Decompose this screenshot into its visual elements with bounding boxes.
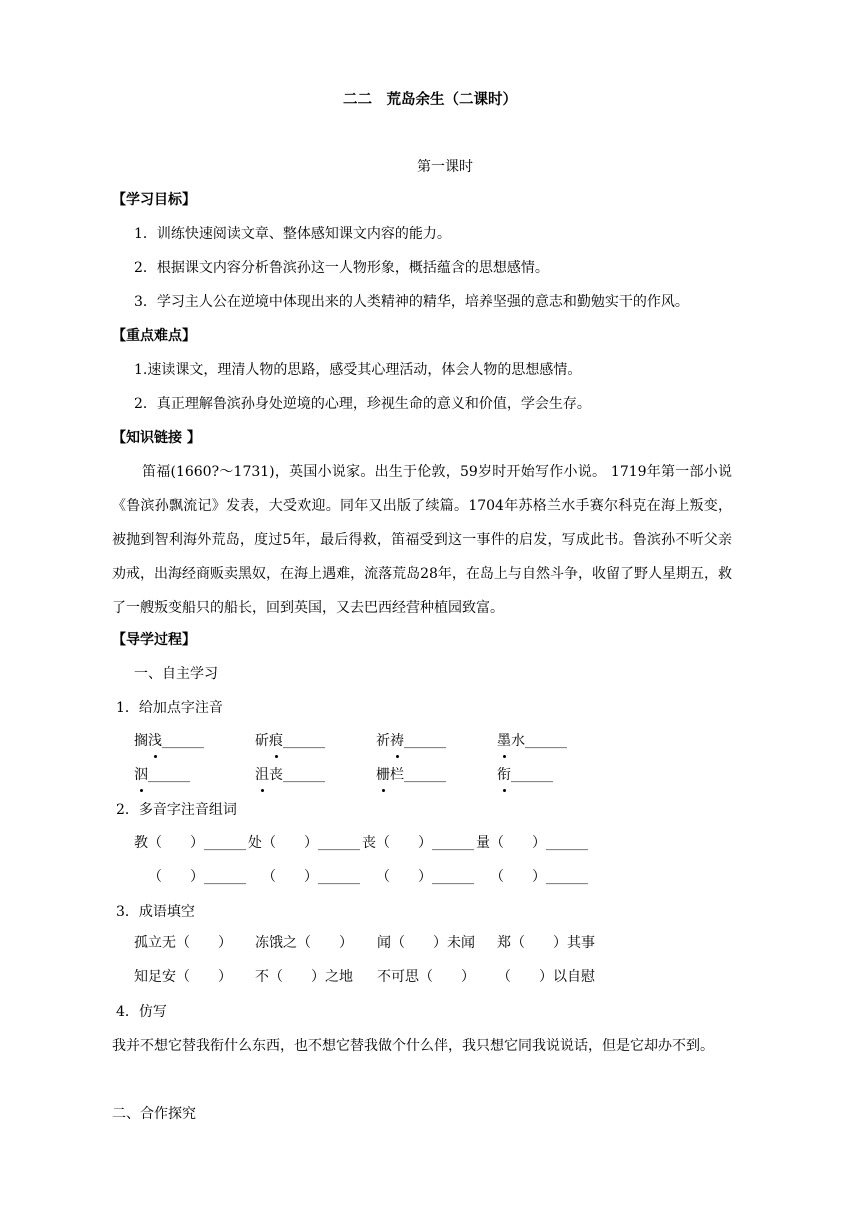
goal-item: 1．训练快速阅读文章、整体感知课文内容的能力。 — [134, 226, 451, 242]
polyphone-item: 处（ ）______ — [248, 835, 360, 851]
emphasis-dot — [396, 755, 399, 758]
part1-heading: 一、自主学习 — [134, 666, 218, 682]
polyphone-item: 量（ ）______ — [476, 835, 588, 851]
idiom-item: 不（ ）之地 — [255, 969, 353, 985]
idiom-item: 不可思（ ） — [377, 969, 475, 985]
idiom-item: 冻饿之（ ） — [255, 935, 353, 951]
polyphone-item: （ ）______ — [490, 869, 588, 885]
idiom-item: 知足安（ ） — [134, 969, 232, 985]
q2-row-1 — [134, 832, 694, 854]
q3-row-2 — [134, 966, 694, 988]
emphasis-dot — [382, 789, 385, 792]
lesson-subtitle: 第一课时 — [417, 159, 473, 175]
key-point-item: 1.速读课文，理清人物的思路，感受其心理活动，体会人物的思想感情。 — [134, 362, 582, 378]
pinyin-item: 栅 栏______ — [376, 764, 446, 786]
key-point-item: 2．真正理解鲁滨孙身处逆境的心理，珍视生命的意义和价值，学会生存。 — [134, 396, 591, 412]
key-points-heading: 【重点难点】 — [112, 328, 196, 344]
pinyin-item: 泅 ______ — [134, 764, 190, 786]
knowledge-paragraph: 笛福(1660?～1731)，英国小说家。出生于伦敦，59岁时开始写作小说。 1719年第一部小说《鲁滨孙飘流记》发表，大受欢迎。同年又出版了续篇。1704年苏格兰水手赛尔科克在海上叛变，被抛到智利海外荒岛，度过5年，最后得救，笛福受到这一事件的启发，写成此书。鲁滨孙不听父亲劝戒，出海经商贩卖黑奴，在海上遇难，流落荒岛28年，在岛上与自然斗争，收留了野人星期五，救了一艘叛变船只的船长，回到英国，又去巴西经营种植园致富。 — [112, 464, 732, 616]
emphasis-dot — [154, 755, 157, 758]
goal-item: 3．学习主人公在逆境中体现出来的人类精神的精华，培养坚强的意志和勤勉实干的作风。 — [134, 294, 689, 310]
idiom-item: （ ）以自慰 — [497, 969, 595, 985]
q3-row-1 — [134, 932, 694, 954]
emphasis-dot — [140, 789, 143, 792]
emphasis-dot — [503, 789, 506, 792]
polyphone-item: 丧（ ）______ — [362, 835, 474, 851]
goals-heading: 【学习目标】 — [112, 192, 196, 208]
polyphone-item: （ ）______ — [376, 869, 474, 885]
process-heading: 【导学过程】 — [112, 632, 196, 648]
emphasis-dot — [503, 755, 506, 758]
pinyin-item: 沮 丧______ — [255, 764, 325, 786]
idiom-item: 郑（ ）其事 — [497, 935, 595, 951]
q4-label: 4．仿写 — [116, 1004, 167, 1020]
imitation-sentence: 我并不想它替我衔什么东西，也不想它替我做个什么伴，我只想它同我说说话，但是它却办不到。 — [112, 1038, 714, 1054]
page-title: 二二 荒岛余生（二课时） — [343, 92, 517, 108]
q1-row-1 — [134, 730, 694, 752]
idiom-item: 闻（ ）未闻 — [377, 935, 475, 951]
q3-label: 3．成语填空 — [116, 904, 195, 920]
pinyin-item: 搁浅 ______ — [134, 730, 204, 752]
pinyin-item: 祈祷 ______ — [376, 730, 446, 752]
q2-row-2 — [134, 866, 694, 888]
emphasis-dot — [275, 755, 278, 758]
polyphone-item: （ ）______ — [148, 869, 246, 885]
q1-label: 1．给加点字注音 — [116, 700, 223, 716]
part2-heading: 二、合作探究 — [112, 1106, 196, 1122]
q1-row-2 — [134, 764, 694, 786]
emphasis-dot — [261, 789, 264, 792]
polyphone-item: （ ）______ — [262, 869, 360, 885]
pinyin-item: 墨 水______ — [497, 730, 567, 752]
polyphone-item: 教（ ）______ — [134, 835, 246, 851]
knowledge-heading: 【知识链接 】 — [112, 430, 201, 446]
idiom-item: 孤立无（ ） — [134, 935, 232, 951]
q2-label: 2．多音字注音组词 — [116, 802, 237, 818]
goal-item: 2．根据课文内容分析鲁滨孙这一人物形象，概括蕴含的思想感情。 — [134, 260, 549, 276]
pinyin-item: 斫痕 ______ — [255, 730, 325, 752]
pinyin-item: 衔 ______ — [497, 764, 553, 786]
